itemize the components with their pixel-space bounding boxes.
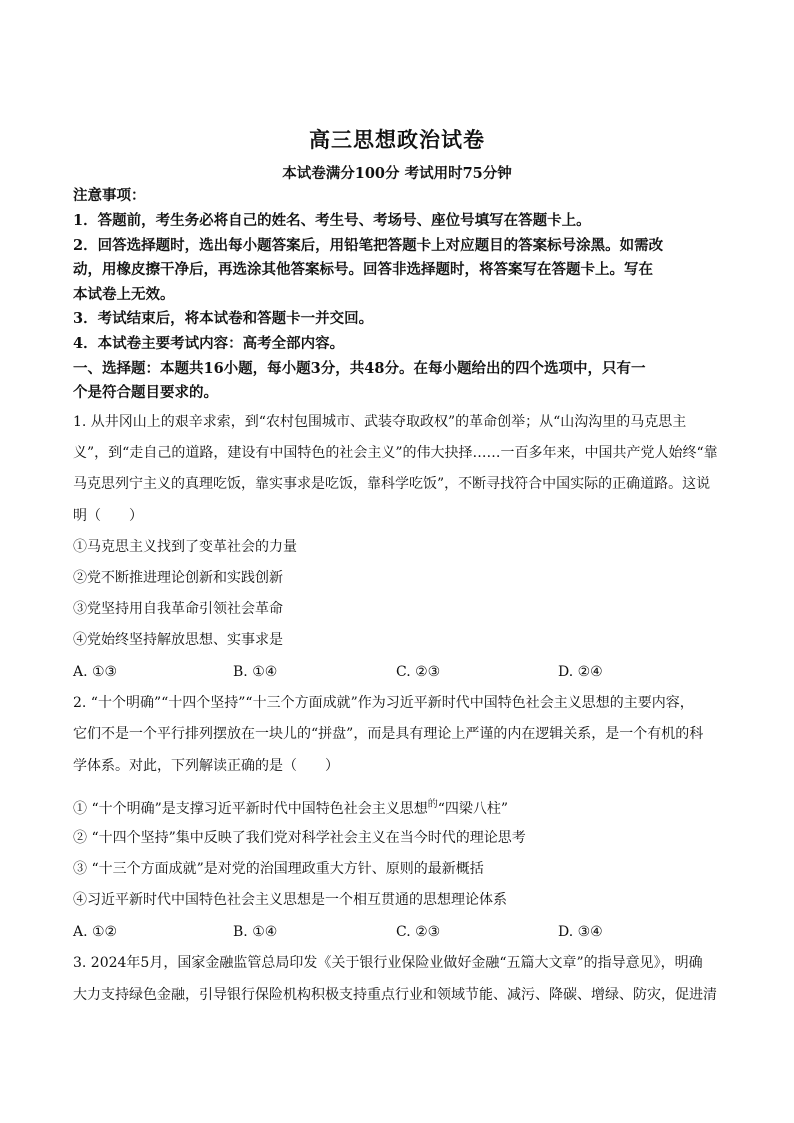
question-1-stem: 明（ ） bbox=[73, 508, 143, 524]
question-2-statement: ③ “十三个方面成就”是对党的治国理政重大方针、原则的最新概括 bbox=[73, 861, 484, 877]
question-2-option-b[interactable]: B. ①④ bbox=[233, 924, 278, 940]
question-2-statement: ② “十四个坚持”集中反映了我们党对科学社会主义在当今时代的理论思考 bbox=[73, 830, 526, 846]
question-1-option-c[interactable]: C. ②③ bbox=[396, 664, 441, 680]
notice-line: 1．答题前，考生务必将自己的姓名、考生号、考场号、座位号填写在答题卡上。 bbox=[73, 212, 591, 229]
notice-line: 4．本试卷主要考试内容：高考全部内容。 bbox=[73, 335, 345, 352]
question-1-stem: 马克思列宁主义的真理吃饭，靠实事求是吃饭，靠科学吃饭”，不断寻找符合中国实际的正确道路。这说 bbox=[73, 476, 711, 492]
question-1-statement: ③党坚持用自我革命引领社会革命 bbox=[73, 601, 283, 617]
question-2-option-d[interactable]: D. ③④ bbox=[558, 924, 603, 940]
question-2-option-c[interactable]: C. ②③ bbox=[396, 924, 441, 940]
question-1-option-a[interactable]: A. ①③ bbox=[73, 664, 118, 680]
question-3-stem: 3. 2024年5月，国家金融监管总局印发《关于银行业保险业做好金融“五篇大文章”的指导意见》，明确 bbox=[73, 955, 703, 971]
notice-heading: 注意事项： bbox=[73, 187, 146, 204]
question-1-statement: ④党始终坚持解放思想、实事求是 bbox=[73, 632, 283, 648]
question-2-stem: 2. “十个明确”“十四个坚持”“十三个方面成就”作为习近平新时代中国特色社会主义思想的主要内容， bbox=[73, 695, 694, 711]
statement-text: ① “十个明确”是支撑习近平新时代中国特色社会主义思想 bbox=[73, 801, 428, 817]
section-heading-cont: 个是符合题目要求的。 bbox=[73, 384, 218, 401]
question-2-option-a[interactable]: A. ①② bbox=[73, 924, 118, 940]
statement-superscript: 的 bbox=[427, 799, 438, 810]
exam-subtitle: 本试卷满分100分 考试用时75分钟 bbox=[282, 165, 512, 182]
question-1-statement: ①马克思主义找到了变革社会的力量 bbox=[73, 539, 297, 555]
notice-line: 2．回答选择题时，选出每小题答案后，用铅笔把答题卡上对应题目的答案标号涂黑。如需改 bbox=[73, 237, 664, 254]
question-2-stem: 学体系。对此，下列解读正确的是（ ） bbox=[73, 758, 339, 774]
section-heading: 一、选择题：本题共16小题，每小题3分，共48分。在每小题给出的四个选项中，只有一 bbox=[73, 360, 646, 377]
notice-line: 本试卷上无效。 bbox=[73, 286, 175, 303]
exam-title: 高三思想政治试卷 bbox=[309, 127, 485, 152]
question-3-stem: 大力支持绿色金融，引导银行保险机构积极支持重点行业和领域节能、减污、降碳、增绿、防灾，促进清 bbox=[73, 987, 717, 1003]
question-1-stem: 1. 从井冈山上的艰辛求索，到“农村包围城市、武装夺取政权”的革命创举；从“山沟沟里的马克思主 bbox=[73, 414, 687, 430]
question-2-statement: ④习近平新时代中国特色社会主义思想是一个相互贯通的思想理论体系 bbox=[73, 892, 507, 908]
question-1-statement: ②党不断推进理论创新和实践创新 bbox=[73, 570, 283, 586]
question-1-stem: 义”，到“走自己的道路，建设有中国特色的社会主义”的伟大抉择……一百多年来，中国共产党人始终“靠 bbox=[73, 445, 718, 461]
question-2-statement bbox=[73, 795, 508, 819]
notice-line: 3．考试结束后，将本试卷和答题卡一并交回。 bbox=[73, 310, 374, 327]
question-1-option-d[interactable]: D. ②④ bbox=[558, 664, 603, 680]
statement-text: “四梁八柱” bbox=[437, 801, 509, 817]
notice-line: 动，用橡皮擦干净后，再选涂其他答案标号。回答非选择题时，将答案写在答题卡上。写在 bbox=[73, 261, 653, 278]
question-2-stem: 它们不是一个平行排列摆放在一块儿的“拼盘”，而是具有理论上严谨的内在逻辑关系，是一个有机的科 bbox=[73, 726, 704, 742]
question-1-option-b[interactable]: B. ①④ bbox=[233, 664, 278, 680]
